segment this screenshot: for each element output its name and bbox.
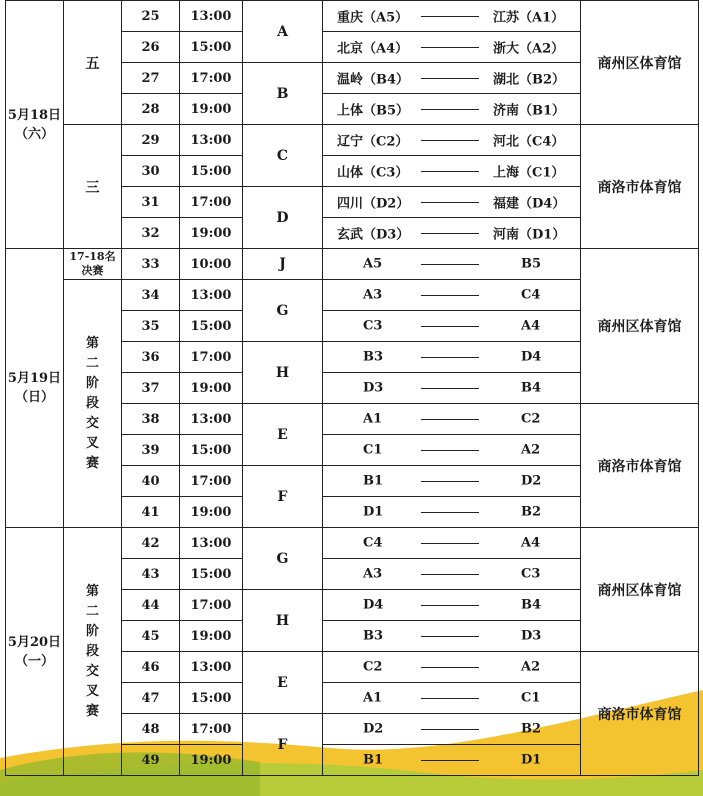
versus-dash (421, 698, 479, 699)
away-team: B4 (521, 597, 542, 613)
home-team: D1 (363, 504, 384, 520)
matchup (323, 621, 581, 652)
home-team: 玄武（D3） (337, 227, 410, 243)
versus-dash (421, 295, 479, 296)
away-team: C1 (521, 690, 541, 706)
round-label: 第二阶段交叉赛 (64, 528, 122, 776)
group-label: C (243, 125, 323, 187)
home-team: 温岭（B4） (337, 72, 410, 88)
venue-name: 商洛市体育馆 (581, 125, 699, 249)
round-label: 三 (64, 125, 122, 249)
away-team: D2 (521, 473, 542, 489)
matchup (323, 218, 581, 249)
matchup (323, 559, 581, 590)
match-number: 48 (122, 714, 180, 745)
match-time: 17:00 (180, 714, 243, 745)
venue-name: 商州区体育馆 (581, 528, 699, 652)
away-team: 河北（C4） (493, 134, 565, 150)
match-number: 33 (122, 249, 180, 280)
match-date: 5月19日（日） (6, 249, 64, 528)
away-team: C4 (521, 287, 541, 303)
matchup (323, 342, 581, 373)
versus-dash (421, 109, 479, 110)
match-number: 32 (122, 218, 180, 249)
group-label: B (243, 63, 323, 125)
versus-dash (421, 78, 479, 79)
round-label: 第二阶段交叉赛 (64, 280, 122, 528)
versus-dash (421, 357, 479, 358)
match-time: 13:00 (180, 1, 243, 32)
match-row (6, 125, 699, 156)
matchup (323, 435, 581, 466)
home-team: 上体（B5） (337, 103, 410, 119)
home-team: D2 (363, 721, 384, 737)
group-label: E (243, 404, 323, 466)
match-number: 38 (122, 404, 180, 435)
match-number: 49 (122, 745, 180, 776)
home-team: D3 (363, 380, 384, 396)
matchup (323, 466, 581, 497)
home-team: 辽宁（C2） (337, 134, 409, 150)
schedule-table (5, 0, 699, 776)
away-team: D4 (521, 349, 542, 365)
away-team: B5 (521, 256, 542, 272)
matchup (323, 311, 581, 342)
home-team: A3 (363, 566, 383, 582)
matchup (323, 590, 581, 621)
versus-dash (421, 512, 479, 513)
match-date: 5月20日（一） (6, 528, 64, 776)
matchup (323, 714, 581, 745)
versus-dash (421, 47, 479, 48)
away-team: 河南（D1） (493, 227, 566, 243)
versus-dash (421, 264, 479, 265)
matchup (323, 249, 581, 280)
match-time: 13:00 (180, 528, 243, 559)
match-row (6, 1, 699, 32)
match-time: 15:00 (180, 156, 243, 187)
versus-dash (421, 605, 479, 606)
round-label: 五 (64, 1, 122, 125)
versus-dash (421, 171, 479, 172)
venue-name: 商州区体育馆 (581, 1, 699, 125)
away-team: C3 (521, 566, 541, 582)
matchup (323, 63, 581, 94)
versus-dash (421, 140, 479, 141)
match-time: 17:00 (180, 466, 243, 497)
home-team: B3 (363, 628, 384, 644)
group-label: A (243, 1, 323, 63)
match-time: 13:00 (180, 652, 243, 683)
home-team: B1 (363, 752, 384, 768)
match-time: 13:00 (180, 404, 243, 435)
versus-dash (421, 450, 479, 451)
home-team: 重庆（A5） (337, 10, 409, 26)
group-label: F (243, 714, 323, 776)
matchup (323, 683, 581, 714)
round-label: 17-18名决赛 (64, 249, 122, 280)
venue-name: 商洛市体育馆 (581, 652, 699, 776)
away-team: A4 (521, 318, 541, 334)
matchup (323, 280, 581, 311)
away-team: A4 (521, 535, 541, 551)
matchup (323, 156, 581, 187)
match-number: 26 (122, 32, 180, 63)
matchup (323, 32, 581, 63)
match-number: 37 (122, 373, 180, 404)
matchup (323, 187, 581, 218)
versus-dash (421, 574, 479, 575)
match-number: 29 (122, 125, 180, 156)
match-time: 19:00 (180, 373, 243, 404)
versus-dash (421, 233, 479, 234)
group-label: H (243, 590, 323, 652)
home-team: D4 (363, 597, 384, 613)
match-time: 15:00 (180, 683, 243, 714)
matchup (323, 497, 581, 528)
matchup (323, 94, 581, 125)
match-time: 19:00 (180, 497, 243, 528)
away-team: B2 (521, 721, 542, 737)
home-team: B3 (363, 349, 384, 365)
match-time: 15:00 (180, 559, 243, 590)
away-team: A2 (521, 442, 541, 458)
home-team: C3 (363, 318, 383, 334)
group-label: G (243, 280, 323, 342)
versus-dash (421, 16, 479, 17)
matchup (323, 404, 581, 435)
match-time: 19:00 (180, 745, 243, 776)
home-team: B1 (363, 473, 384, 489)
versus-dash (421, 729, 479, 730)
match-row (6, 528, 699, 559)
match-number: 28 (122, 94, 180, 125)
match-time: 17:00 (180, 590, 243, 621)
match-time: 15:00 (180, 311, 243, 342)
versus-dash (421, 636, 479, 637)
match-number: 40 (122, 466, 180, 497)
match-time: 10:00 (180, 249, 243, 280)
versus-dash (421, 326, 479, 327)
home-team: C4 (363, 535, 383, 551)
match-time: 17:00 (180, 342, 243, 373)
match-number: 41 (122, 497, 180, 528)
matchup (323, 652, 581, 683)
group-label: F (243, 466, 323, 528)
group-label: D (243, 187, 323, 249)
away-team: D3 (521, 628, 542, 644)
match-number: 39 (122, 435, 180, 466)
venue-name: 商洛市体育馆 (581, 404, 699, 528)
away-team: C2 (521, 411, 541, 427)
match-time: 17:00 (180, 63, 243, 94)
home-team: C2 (363, 659, 383, 675)
match-date: 5月18日（六） (6, 1, 64, 249)
match-number: 43 (122, 559, 180, 590)
match-number: 34 (122, 280, 180, 311)
match-row (6, 249, 699, 280)
versus-dash (421, 419, 479, 420)
home-team: A1 (363, 411, 383, 427)
versus-dash (421, 760, 479, 761)
match-number: 46 (122, 652, 180, 683)
versus-dash (421, 667, 479, 668)
match-number: 42 (122, 528, 180, 559)
away-team: 湖北（B2） (493, 72, 566, 88)
away-team: B4 (521, 380, 542, 396)
home-team: 北京（A4） (337, 41, 409, 57)
match-time: 15:00 (180, 32, 243, 63)
match-time: 19:00 (180, 94, 243, 125)
away-team: 上海（C1） (493, 165, 565, 181)
versus-dash (421, 202, 479, 203)
matchup (323, 745, 581, 776)
home-team: A1 (363, 690, 383, 706)
home-team: A5 (363, 256, 383, 272)
match-time: 15:00 (180, 435, 243, 466)
match-time: 13:00 (180, 280, 243, 311)
away-team: 济南（B1） (493, 103, 566, 119)
match-number: 35 (122, 311, 180, 342)
away-team: D1 (521, 752, 542, 768)
match-number: 25 (122, 1, 180, 32)
home-team: 山体（C3） (337, 165, 409, 181)
group-label: E (243, 652, 323, 714)
home-team: C1 (363, 442, 383, 458)
away-team: A2 (521, 659, 541, 675)
matchup (323, 125, 581, 156)
group-label: G (243, 528, 323, 590)
home-team: A3 (363, 287, 383, 303)
match-time: 19:00 (180, 218, 243, 249)
away-team: 浙大（A2） (493, 41, 565, 57)
group-label: H (243, 342, 323, 404)
away-team: B2 (521, 504, 542, 520)
home-team: 四川（D2） (337, 196, 410, 212)
match-number: 36 (122, 342, 180, 373)
away-team: 福建（D4） (493, 196, 566, 212)
match-time: 13:00 (180, 125, 243, 156)
match-time: 19:00 (180, 621, 243, 652)
matchup (323, 1, 581, 32)
match-number: 45 (122, 621, 180, 652)
versus-dash (421, 543, 479, 544)
group-label: J (243, 249, 323, 280)
versus-dash (421, 481, 479, 482)
match-time: 17:00 (180, 187, 243, 218)
versus-dash (421, 388, 479, 389)
match-number: 44 (122, 590, 180, 621)
match-number: 47 (122, 683, 180, 714)
venue-name: 商州区体育馆 (581, 249, 699, 404)
away-team: 江苏（A1） (493, 10, 565, 26)
match-number: 30 (122, 156, 180, 187)
matchup (323, 373, 581, 404)
match-number: 31 (122, 187, 180, 218)
matchup (323, 528, 581, 559)
match-number: 27 (122, 63, 180, 94)
